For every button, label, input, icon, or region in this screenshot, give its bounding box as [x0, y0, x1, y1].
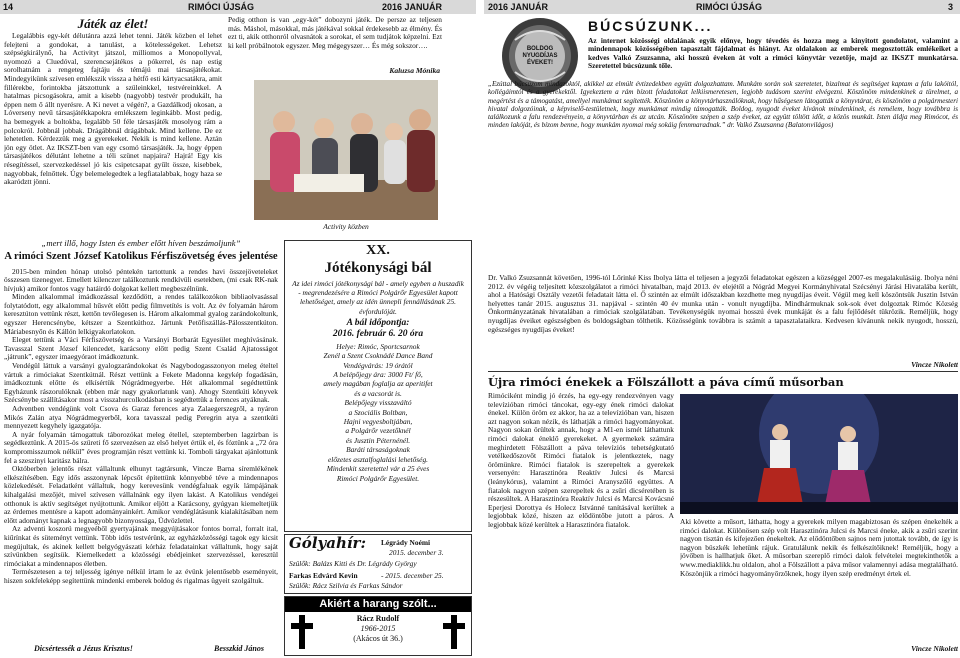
retirement-badge-text: BOLDOG NYUGDÍJAS ÉVEKET!: [522, 46, 558, 66]
memorial-title: Akiért a harang szólt...: [285, 597, 471, 612]
game-article-author: Kaluzsa Mónika: [389, 66, 440, 75]
men-paragraph: Minden alkalommal imádkozással kezdődött, a rendes találkozókon bibliaolvasással folytatódott, egy alkalommal hűsvét előtt pedig filmvetítés is volt. Az év folyamán három keresztúton vettünk részt, kettőn tevőlegesen is. Három alkalommal gyalog zarándokoltunk, egyszer Herencsénybe, kétszer a Szentkúthoz. Jártunk Petőfiszállás-Pálosszentkúton. Máriabesnyőn és Kállón lelkigyakorlatokon.: [4, 292, 278, 336]
game-article: [4, 16, 222, 234]
memorial-years: 1966-2015: [360, 624, 396, 633]
birth-date-1: 2015. december 3.: [389, 548, 444, 557]
farewell-author: Vincze Nikolett: [911, 360, 958, 369]
birth-name-1: Légrády Noémi: [381, 538, 431, 547]
men-paragraph: 2015-ben minden hónap utolsó péntekén tartottunk a rendes havi összejöveteleket összesen tizenegyet. Emellett kilenczer találkoztunk rendkívüli esetekben, (mi csak RK-nak hívjuk) amikor fontos vagy hatáirdó dolgokat kellett megbeszélnünk.: [4, 267, 278, 293]
men-article-quote: „mert illő, hogy Isten és ember előtt híven beszámoljunk”: [41, 238, 241, 248]
birth-name-2: Farkas Edvárd Kevin: [289, 571, 358, 580]
page-number: 3: [948, 2, 954, 12]
men-paragraph: Vendégül láttuk a varsányi gyalogzarándokokat és Nagybodogasszonyon meleg ételtel vártuk a rimóciakat Szentkútnál. Részt vettünk a Fekete Madonna kegykép fogadásán, imádkoztunk előtte és elkísértük Nógrádmegyerbe. Hét alkalommal segédtettünk Egyházunk rászorulóknak (ebben már nagy gyakorlatunk van). Ahogy Szentkúti könyvek Szécsénybe szállításakor most a visszahurcolkodásban is segédtettük a ferences atyáknak.: [4, 361, 278, 405]
song-article-title: Újra rimóci énekek a Fölszállott a páva című műsorban: [488, 375, 844, 389]
men-paragraph: Októberben jelentős részt vállaltunk elhunyt tagtársunk, Vincze Barna síremlékének elkészítésében. Egy idős asszonynak lépcsőt építettünk könnyebbé téve a mindennapos közlekedését. Feladatként vállaltuk, hogy kerevesünk vendégfaluak egyik lámpájának kihalgalási mezőjét, mivel szívesen vállalnánk egy ilyen lakást. A Katolikus vendégei otthonuk is aktív segítséget nyújtottunk. Amikor eljött a Karácsony, gyúgyan kiemeltetjük az érdemes mentésre a kapott adományainkért. Amikor vendéglátásunk kialakításában nem előtt adományt kapnak a legnagyobb bizonyossága, Üdvözlettel.: [4, 464, 278, 525]
left-page: [0, 0, 476, 658]
song-article-col2: Aki követte a műsort, láthatta, hogy a gyerekek milyen magabiztosan és szépen énekelték a rimóci dalokat. Különösen szép volt Harasztinóra Julcsi és Marcsi éneke, akik a zsűri szerint nagyon tisztán és kifejezően énekeltek. Az elődöntőben sajnos nem jutottak tovább, de így is nagyon büszkék lehetünk rájuk. Gratulálunk nekik és felkészítőiknek! Reméljük, hogy a jövőben is hallhatjuk őket. A műsorban szereplő rimóci dalok felvételei megtekinthetők a www.mediaklikk.hu oldalon, ahol a Fölszállott a páva műsor valamennyi adása megtalálható. Köszönjük a rimóci hagyományőrzőknek, hogy ilyen szép eredményt értek el.: [680, 518, 958, 578]
men-article-title: A rimóci Szent József Katolikus Férfiszövetség éves jelentése: [4, 251, 278, 262]
header-date: 2016 JANUÁR: [382, 2, 443, 12]
game-article-continuation: Pedig otthon is van „egy-két” dobozyni játék. De persze az teljesen más. Máshol, másokkal, más játékával sokkal érdekesebb az élmény. És ezt ti, akik otthonról olvasnátok a sorokat, el sem tudjátok képzelni. Ezt ki kell próbálnotok egyszer. Meg mégegyszer… És még sokszor….: [228, 16, 442, 50]
birth-date-2: - 2015. december 25.: [381, 571, 444, 580]
men-paragraph: Természetesen a tej teljesség igénye nélkül írtam le az évünk jelentősebb eseményeit, hiszen sokfeleképp segítettünk mindenki emberek boldog és rigalmas ügyeit szolgáltuk.: [4, 567, 278, 585]
ball-number: XX.: [366, 243, 390, 258]
men-paragraph: Eleget tettünk a Váci Férfiszövetség és a Varsányi Borbarát Egyesület meghívásának. Tavasszal Szent József kilencedet, karácsony előtt pedig Szent Család Ajtatosságot „játrunk”, egyszer imaegyóraot imádkoztunk.: [4, 335, 278, 362]
ball-box: [284, 240, 472, 532]
ball-intro: Az idei rimóci jótékonysági bál - amely egyben a huszadik - megrendezésére a Rimóci Polgárőr Egyesület kapott lehetőséget, amely az idén ünnepli fennállásának 25. évfordulóját.: [292, 279, 464, 316]
game-article-title: Játék az élet!: [77, 16, 149, 31]
farewell-quote: „Ezúttal búcsúzom mindazoktól, akikkel az elmúlt évtizedekben együtt dolgozhattam. Munkám során sok szeretetet, bizalmat és segítséget kaptam a falu lakóitól, kollégáimtól és a gyerekektől. Igyekeztem a rám bízott feladatokat lelkiismeretesen, legjobb tudásom szerint elvégezni. Köszönöm mindenkinek a türelmet, a megértést és a támogatást, amellyel munkámat segítették. Köszönöm a könyvtárhasználóknak, hogy hűségesen látogatták a könyvtárat, és köszönöm a polgármesteri hivatal dolgozóinak, a képviselő-testületnek, hogy munkámat mindig támogatták. Boldog, nyugodt éveket kívánok mindenkinek, és remélem, hogy továbbra is találkozunk a falu rendezvényein, a könyvtárban és az utcán. Köszönöm szépen a szép éveket, az együtt töltött időt, a közös munkát. Isten áldja meg Rimócot, és minden lakóját, és bízom benne, hogy munkám nyomai még sokáig fennmaradnak.” dr. Valkó Zsuzsanna (Balatonvilágos): [488, 80, 958, 130]
birth-title: Gólyahír:: [289, 534, 366, 552]
header-title: RIMÓCI ÚJSÁG: [188, 2, 255, 12]
farewell-body: Dr. Valkó Zsuzsannát követően, 1996-tól Lőrinké Kiss Ibolya látta el teljesen a jegyzői feladatokat egészen a községgel 2007-es megalakulásáig. Ibolya néni 2012. év végéig teljesített közszolgálatot a rimóci hivatalban, majd 2013. év elejétől a Nógrád Megyei Kormányhivatal Szécsényi Járási Hivatalába került, ahol a Hatósági Osztály vezetői feladatait látta el. Ő szintén az elmúlt időszakban kezdhette meg nyugdíjas éveit. Végül meg kell köszöntsük Jusztin István helyettes tanár 2015. augusztus 31. napjával - szintén 40 év munka után - vonult nyugdíjba. Mindhármuknak sok-sok évet dolgoztak Rimóc Község Önkormányzatának hivatalában a rimóciak szolgálatában. Tevékenységük nyomai hosszú évek munkáját és a falu fejlődését tükrözik. Reméljük, hogy nyugdíjas éveiket egészségben és boldogságban tölthetik. Közösségünk továbbra is számít a tapasztalataikra. Kedvesen kívánunk nekik nyugodt, hosszú, egészséges nyugdíjas éveket!: [488, 274, 958, 334]
birth-box: [284, 534, 472, 594]
memorial-name: Rácz Rudolf: [356, 614, 400, 623]
ball-details: Helye: Rimóc, Sportcsarnok Zenél a Szent Csoknádé Dance Band Vendégvárás: 19 órától A belépőjegy ára: 3000 Ft/ fő, amely magában foglalja az aperitifet és a vacsorát is. Belépőjegy visszaváltó a Szociális Boltban, Hajni vegyesboltjában, a Polgárőr vezetőknél és Jusztin Péternénél. Baráti társaságoknak előzetes asztalfoglalási lehetőség. Mindenkit szeretettel vár a 25 éves Rimóci Polgárőr Egyesület.: [323, 341, 433, 483]
ball-title: Jótékonysági bál: [324, 260, 432, 276]
page-number: 14: [3, 2, 14, 12]
header-date: 2016 JANUÁR: [488, 2, 549, 12]
memorial-address: (Akácos út 36.): [353, 634, 403, 643]
stage-photo-image: [680, 394, 958, 514]
men-article: [4, 238, 278, 656]
stage-photo: [680, 394, 958, 514]
right-header: [484, 0, 960, 14]
song-article-author: Vincze Nikolett: [911, 644, 958, 653]
game-article-body: Legalábbis egy-két délutánra azzá lehet tenni. Játék közben el lehet felejteni a gondokat, a tanulást, a kötelességeket. Lehetsz szépségkirálynő, ha Activityt játszol, milliomos a Monopollyval, nyomozó a Cluedóval, szerencsejátékos a pókerrel, és nap estig sorolhatnám a rengeteg fajtáju és témájú mai társasjátékokat. Mindegyikünk szívesen emlékszik vissza a hétfő esti kártyacsatákra, amit fillérekbe, forintokba játszottunk a szüleinkkel, testvéreinkkel. A hatalmas picsogásokra, amit a kisebb (nagyobb) testvér produkált, ha éppen nem ő állt nyerésre. A Ki nevet a végén?, a Gazdálkodj okosan, a Lóverseny nevű társasjátékkapokra emlékszem leginkább. Most pedig, ha bemegyek a boltokba, legalább 50 féle társasjáték mosolyog rám a polcokról. Jobbnál jobbak. Drágábbnál drágábbak. Mind kellene. De ez lehetetlen. Kérdezzük meg a gyerekeket. Nekik is mind kellene. Aztán jön egy ötlet. Az IKSZT-ben van egy csomó társasjáték. Ja, hogy éppen társasjátékos délutánt lehetne a téli szünet napjaira? Hajrá! Egy kis résegítéssel, szervezkedéssel jó kis csipetcsapat gyűlt össze, kisebbek, nagyobbak, felnőttek. Úgy belemelegedtek a legfiatalabbak, hogy haza se akarództt jönni.: [4, 31, 222, 187]
men-article-author: Besszkid János: [213, 644, 264, 653]
men-article-body: [4, 268, 278, 638]
activity-photo-caption: Activity közben: [323, 222, 369, 231]
memorial-box: [284, 596, 472, 656]
left-header: [0, 0, 476, 14]
birth-parents-2: Szülők: Rácz Szilvia és Farkas Sándor: [289, 581, 403, 590]
men-article-closing: Dicsértessék a Jézus Krisztus!: [34, 644, 133, 653]
activity-photo-image: [254, 80, 438, 220]
activity-photo: [254, 80, 438, 220]
song-article-col1: Rimóciként mindig jó érzés, ha egy-egy rendezvényen vagy televízióban rimóci táncokat, egy-egy ének rimóci dalokat énekel. Külön öröm ez akkor, ha az a televízióban van, hiszen azt nagyon sokan nézik, és láthatják a rimóci hagyományokat. Nagyon sokan örültek annak, hogy a M1-en ismét láthattunk rimóci dalokat éneklő gyerekeket. A gyermekek számára meghirdetett Fölszállott a páva televíziós tehetségkutató vetélkedőszovőt Rimóci fiatalok is jelentkeztek, nagy örömünkre. Rimóci fiatalok is szerepeltek a gyerekek versenyén: Harasztinóra Reaktív Julcsi és Marcsi (leánykórus), valamint a Rimóci Aranyszőlő együttes. A fiatalok nagyon szépen szerepeltek és a zsűri dicséretében is részesültek. A Harasztinóra Reaktív Julcsi és Marcsi Kovácsné Eperjesi Dorottya és Holecz Istvánné tanításával kerültek a legjobbak közé, hiszen az elődöntőbe jutott a páros. A legjobbak közé kerültek a Harasztinóra fiatalok.: [488, 392, 674, 529]
ball-date: 2016. február 6. 20 óra: [332, 328, 424, 339]
men-paragraph: Adventben vendégünk volt Csova és Garaz ferences atya Zalaegerszegről, a nyáron Mikós Zalán atya Nógrádmegyerből, kora tavasszal pedig Peregrin atya a szentkúti mennyezett kegyhely igazgatója.: [4, 404, 278, 431]
farewell-title: BÚCSÚZUNK...: [588, 18, 713, 34]
birth-parents-1: Szülők: Balázs Kitti és Dr. Légrády György: [289, 559, 417, 568]
cross-icon: [443, 615, 465, 649]
divider: [488, 371, 958, 372]
farewell-lead: Az internet közösségi oldalának egyik előnye, hogy tévedés és hozza meg a kinyitott gondolatot, valamint a mindennapok közösségében tapasztalt fájdalmat és hiányt. Az oldalakon az emberek megosztották emlékeiket a kedves Valkó Zsuzsanna, aki hosszú éveken át volt a rimóci könyvtár vezetője, majd az IKSZT munkatársa. Szeretettel búcsúzunk tőle.: [588, 37, 958, 71]
ball-date-label: A bál időpontja:: [346, 317, 410, 328]
cross-icon: [291, 615, 313, 649]
men-article-footer: [4, 644, 278, 656]
header-title: RIMÓCI ÚJSÁG: [696, 2, 763, 12]
right-page: [484, 0, 960, 658]
men-paragraph: A nyár folyamán támogattuk táborozókat meleg étellel, szeptemberben lagzirban is segédkeztünk. A 2015-ös szüreti fő szervezésen az első helyet értük el, és fóztünk a „72 óra kompromisszumok nélkül” éves programján részt vettünk ki. Tomboli tárgyakat ajánlottunk fel a szeszinyi karitász bálra.: [4, 429, 278, 465]
men-paragraph: Az adventi koszorú megyeéből gyertyajának meggyújtásakor fontos borral, forralt ital, kiűrínkat és süteményt vettünk. Több idős testvérünk, az egyházközösségi tagok egy kicsit megújultak, és akinek kellett belgyógyászati kórház feladatainkat vállaltunk, hogy saját szívünkben segítsük. Kiemelkedett a közösségi ebédjeinket szervezéssel, keresztül rimóciakat a mindennapos életben.: [4, 524, 278, 568]
